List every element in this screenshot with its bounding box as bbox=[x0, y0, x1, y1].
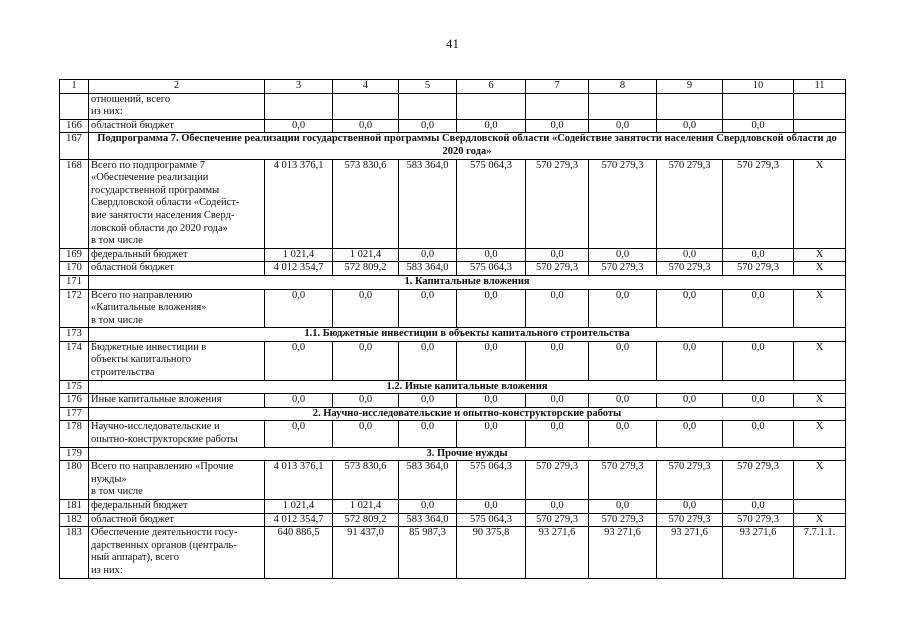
note-cell: X bbox=[794, 341, 846, 380]
value-cell: 0,0 bbox=[723, 500, 794, 514]
row-number: 182 bbox=[60, 513, 89, 527]
value-cell: 0,0 bbox=[723, 394, 794, 408]
value-cell: 85 987,3 bbox=[399, 527, 457, 578]
value-cell: 570 279,3 bbox=[723, 159, 794, 248]
value-cell: 570 279,3 bbox=[657, 513, 723, 527]
section-title: 2. Научно-исследовательские и опытно-конструкторские работы bbox=[89, 407, 846, 421]
value-cell: 572 809,2 bbox=[333, 262, 399, 276]
value-cell: 0,0 bbox=[399, 119, 457, 133]
value-cell: 0,0 bbox=[265, 119, 333, 133]
row-name: Всего по подпрограмме 7 «Обеспечение реализации государственной программы Свердловской области «Содейст- вие занятости населения Сверд- ловской области до 2020 года» в том числе bbox=[89, 159, 265, 248]
row-name: Всего по направлению «Капитальные вложения» в том числе bbox=[89, 289, 265, 328]
value-cell: 570 279,3 bbox=[723, 461, 794, 500]
value-cell: 570 279,3 bbox=[589, 159, 657, 248]
value-cell bbox=[399, 93, 457, 119]
table-row bbox=[60, 421, 846, 447]
note-cell: X bbox=[794, 394, 846, 408]
value-cell: 570 279,3 bbox=[589, 262, 657, 276]
value-cell: 570 279,3 bbox=[526, 262, 589, 276]
value-cell: 0,0 bbox=[589, 394, 657, 408]
note-cell: 7.7.1.1. bbox=[794, 527, 846, 578]
value-cell: 0,0 bbox=[399, 289, 457, 328]
column-header: 7 bbox=[526, 80, 589, 94]
row-name: областной бюджет bbox=[89, 119, 265, 133]
value-cell: 583 364,0 bbox=[399, 461, 457, 500]
value-cell: 0,0 bbox=[657, 341, 723, 380]
value-cell: 0,0 bbox=[333, 289, 399, 328]
value-cell: 1 021,4 bbox=[265, 248, 333, 262]
value-cell: 0,0 bbox=[457, 500, 526, 514]
value-cell: 0,0 bbox=[333, 119, 399, 133]
column-header: 2 bbox=[89, 80, 265, 94]
value-cell: 0,0 bbox=[657, 248, 723, 262]
value-cell: 0,0 bbox=[657, 421, 723, 447]
value-cell: 575 064,3 bbox=[457, 262, 526, 276]
table-row bbox=[60, 248, 846, 262]
value-cell: 0,0 bbox=[723, 341, 794, 380]
row-name: федеральный бюджет bbox=[89, 500, 265, 514]
value-cell: 575 064,3 bbox=[457, 513, 526, 527]
row-name: областной бюджет bbox=[89, 513, 265, 527]
table-row bbox=[60, 394, 846, 408]
page-number: 41 bbox=[446, 36, 459, 51]
value-cell: 4 012 354,7 bbox=[265, 262, 333, 276]
note-cell: X bbox=[794, 421, 846, 447]
row-number: 169 bbox=[60, 248, 89, 262]
value-cell: 575 064,3 bbox=[457, 461, 526, 500]
value-cell: 0,0 bbox=[526, 341, 589, 380]
value-cell: 0,0 bbox=[457, 119, 526, 133]
value-cell: 0,0 bbox=[333, 394, 399, 408]
value-cell: 0,0 bbox=[333, 341, 399, 380]
value-cell: 0,0 bbox=[657, 500, 723, 514]
row-number: 179 bbox=[60, 447, 89, 461]
value-cell: 583 364,0 bbox=[399, 513, 457, 527]
value-cell: 0,0 bbox=[657, 289, 723, 328]
row-number: 175 bbox=[60, 380, 89, 394]
note-cell: X bbox=[794, 159, 846, 248]
note-cell bbox=[794, 500, 846, 514]
value-cell: 0,0 bbox=[526, 421, 589, 447]
note-cell: X bbox=[794, 461, 846, 500]
value-cell: 93 271,6 bbox=[723, 527, 794, 578]
value-cell: 573 830,6 bbox=[333, 159, 399, 248]
row-number: 173 bbox=[60, 328, 89, 342]
value-cell bbox=[333, 93, 399, 119]
value-cell bbox=[526, 93, 589, 119]
value-cell: 0,0 bbox=[457, 341, 526, 380]
row-number bbox=[60, 93, 89, 119]
section-row bbox=[60, 275, 846, 289]
value-cell: 0,0 bbox=[333, 421, 399, 447]
value-cell: 570 279,3 bbox=[526, 461, 589, 500]
row-name: Бюджетные инвестиции в объекты капитального строительства bbox=[89, 341, 265, 380]
note-cell: X bbox=[794, 262, 846, 276]
value-cell: 0,0 bbox=[265, 421, 333, 447]
value-cell: 575 064,3 bbox=[457, 159, 526, 248]
value-cell: 0,0 bbox=[265, 394, 333, 408]
section-title: 3. Прочие нужды bbox=[89, 447, 846, 461]
value-cell: 0,0 bbox=[723, 289, 794, 328]
column-header: 11 bbox=[794, 80, 846, 94]
row-name: Иные капитальные вложения bbox=[89, 394, 265, 408]
note-cell bbox=[794, 119, 846, 133]
table-body bbox=[60, 80, 846, 579]
value-cell: 570 279,3 bbox=[589, 461, 657, 500]
value-cell: 0,0 bbox=[589, 289, 657, 328]
table-row bbox=[60, 119, 846, 133]
value-cell: 93 271,6 bbox=[526, 527, 589, 578]
table-row bbox=[60, 461, 846, 500]
value-cell: 0,0 bbox=[457, 248, 526, 262]
value-cell: 0,0 bbox=[457, 394, 526, 408]
value-cell: 570 279,3 bbox=[723, 513, 794, 527]
value-cell: 0,0 bbox=[399, 248, 457, 262]
section-row bbox=[60, 133, 846, 159]
value-cell: 0,0 bbox=[657, 119, 723, 133]
value-cell bbox=[657, 93, 723, 119]
table-row bbox=[60, 341, 846, 380]
value-cell: 570 279,3 bbox=[657, 262, 723, 276]
value-cell: 0,0 bbox=[723, 119, 794, 133]
row-name: Научно-исследовательские и опытно-конструкторские работы bbox=[89, 421, 265, 447]
value-cell bbox=[457, 93, 526, 119]
value-cell: 93 271,6 bbox=[657, 527, 723, 578]
value-cell: 93 271,6 bbox=[589, 527, 657, 578]
row-number: 168 bbox=[60, 159, 89, 248]
value-cell: 0,0 bbox=[457, 289, 526, 328]
page-bottom-edge bbox=[59, 634, 845, 640]
value-cell: 0,0 bbox=[526, 500, 589, 514]
row-name: федеральный бюджет bbox=[89, 248, 265, 262]
row-name: отношений, всего из них: bbox=[89, 93, 265, 119]
table-row bbox=[60, 513, 846, 527]
section-title: Подпрограмма 7. Обеспечение реализации государственной программы Свердловской области «Содействие занятости населения Свердловской области до 2020 года» bbox=[89, 133, 846, 159]
row-number: 172 bbox=[60, 289, 89, 328]
value-cell: 570 279,3 bbox=[589, 513, 657, 527]
row-number: 176 bbox=[60, 394, 89, 408]
value-cell: 0,0 bbox=[265, 289, 333, 328]
column-header: 6 bbox=[457, 80, 526, 94]
value-cell: 4 012 354,7 bbox=[265, 513, 333, 527]
value-cell: 4 013 376,1 bbox=[265, 461, 333, 500]
value-cell: 0,0 bbox=[589, 248, 657, 262]
value-cell: 0,0 bbox=[723, 421, 794, 447]
value-cell: 0,0 bbox=[526, 394, 589, 408]
value-cell: 0,0 bbox=[457, 421, 526, 447]
value-cell: 0,0 bbox=[589, 119, 657, 133]
value-cell: 0,0 bbox=[723, 248, 794, 262]
row-number: 181 bbox=[60, 500, 89, 514]
value-cell: 0,0 bbox=[399, 500, 457, 514]
value-cell: 570 279,3 bbox=[723, 262, 794, 276]
row-number: 177 bbox=[60, 407, 89, 421]
column-header: 1 bbox=[60, 80, 89, 94]
column-header: 5 bbox=[399, 80, 457, 94]
value-cell: 583 364,0 bbox=[399, 262, 457, 276]
section-row bbox=[60, 380, 846, 394]
row-number: 171 bbox=[60, 275, 89, 289]
row-number: 167 bbox=[60, 133, 89, 159]
value-cell: 0,0 bbox=[265, 341, 333, 380]
table-row bbox=[60, 262, 846, 276]
section-title: 1.2. Иные капитальные вложения bbox=[89, 380, 846, 394]
table-row bbox=[60, 93, 846, 119]
note-cell: X bbox=[794, 248, 846, 262]
value-cell: 1 021,4 bbox=[333, 500, 399, 514]
section-row bbox=[60, 447, 846, 461]
value-cell: 90 375,8 bbox=[457, 527, 526, 578]
note-cell: X bbox=[794, 513, 846, 527]
column-header: 10 bbox=[723, 80, 794, 94]
value-cell: 4 013 376,1 bbox=[265, 159, 333, 248]
value-cell: 0,0 bbox=[399, 341, 457, 380]
value-cell: 570 279,3 bbox=[526, 159, 589, 248]
row-name: областной бюджет bbox=[89, 262, 265, 276]
value-cell: 640 886,5 bbox=[265, 527, 333, 578]
value-cell: 1 021,4 bbox=[333, 248, 399, 262]
row-name: Обеспечение деятельности госу- дарственных органов (централь- ный аппарат), всего из них: bbox=[89, 527, 265, 578]
row-number: 170 bbox=[60, 262, 89, 276]
column-header: 8 bbox=[589, 80, 657, 94]
value-cell: 0,0 bbox=[399, 394, 457, 408]
note-cell: X bbox=[794, 289, 846, 328]
row-number: 183 bbox=[60, 527, 89, 578]
row-number: 178 bbox=[60, 421, 89, 447]
value-cell: 0,0 bbox=[526, 248, 589, 262]
note-cell bbox=[794, 93, 846, 119]
value-cell: 0,0 bbox=[657, 394, 723, 408]
column-header: 9 bbox=[657, 80, 723, 94]
value-cell: 570 279,3 bbox=[657, 159, 723, 248]
section-title: 1. Капитальные вложения bbox=[89, 275, 846, 289]
column-header: 3 bbox=[265, 80, 333, 94]
value-cell: 0,0 bbox=[399, 421, 457, 447]
value-cell: 572 809,2 bbox=[333, 513, 399, 527]
table-row bbox=[60, 527, 846, 578]
budget-table bbox=[59, 79, 846, 579]
header-row bbox=[60, 80, 846, 94]
row-name: Всего по направлению «Прочие нужды» в том числе bbox=[89, 461, 265, 500]
section-row bbox=[60, 407, 846, 421]
table-row bbox=[60, 289, 846, 328]
column-header: 4 bbox=[333, 80, 399, 94]
value-cell: 0,0 bbox=[526, 289, 589, 328]
value-cell bbox=[723, 93, 794, 119]
table-row bbox=[60, 159, 846, 248]
value-cell: 570 279,3 bbox=[526, 513, 589, 527]
section-title: 1.1. Бюджетные инвестиции в объекты капитального строительства bbox=[89, 328, 846, 342]
value-cell: 0,0 bbox=[589, 500, 657, 514]
value-cell: 91 437,0 bbox=[333, 527, 399, 578]
value-cell: 1 021,4 bbox=[265, 500, 333, 514]
row-number: 174 bbox=[60, 341, 89, 380]
row-number: 180 bbox=[60, 461, 89, 500]
value-cell: 573 830,6 bbox=[333, 461, 399, 500]
value-cell bbox=[589, 93, 657, 119]
section-row bbox=[60, 328, 846, 342]
value-cell: 570 279,3 bbox=[657, 461, 723, 500]
table-row bbox=[60, 500, 846, 514]
row-number: 166 bbox=[60, 119, 89, 133]
value-cell bbox=[265, 93, 333, 119]
value-cell: 0,0 bbox=[589, 341, 657, 380]
value-cell: 583 364,0 bbox=[399, 159, 457, 248]
value-cell: 0,0 bbox=[589, 421, 657, 447]
value-cell: 0,0 bbox=[526, 119, 589, 133]
